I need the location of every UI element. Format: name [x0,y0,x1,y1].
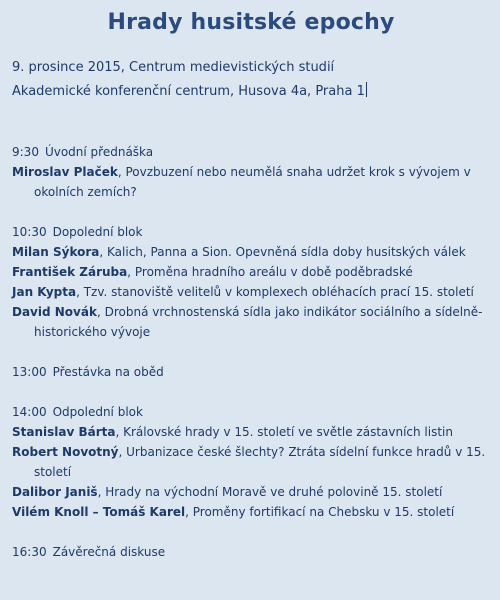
session-time: 14:00 [12,405,47,419]
session-label: Úvodní přednáška [44,145,154,159]
talk-title: Tzv. stanoviště velitelů v komplexech obléhacích prací 15. století [83,285,474,299]
talk-title: Proměny fortifikací na Chebsku v 15. století [192,505,455,519]
session-time: 10:30 [12,225,47,239]
event-venue-text: Akademické konferenční centrum, Husova 4a, Praha 1 [12,84,365,99]
text-cursor [366,82,367,97]
talk-speaker: Vilém Knoll – Tomáš Karel [12,505,186,519]
session-label: Přestávka na oběd [52,365,164,379]
session-label: Závěrečná diskuse [52,545,166,559]
program-session [12,362,490,382]
session-heading [12,542,490,562]
talk-speaker: Dalibor Janiš [12,485,98,499]
program-session [12,142,490,202]
session-label: Dopolední blok [52,225,143,239]
event-date-line: 9. prosince 2015, Centrum medievistických studií [12,60,335,75]
talk-title: Hrady na východní Moravě ve druhé polovině 15. století [105,485,443,499]
talk-speaker: Stanislav Bárta [12,425,116,439]
program-sessions [12,142,490,562]
talk-title: Drobná vrchnostenská sídla jako indikátor sociálního a sídelně-historického vývoje [34,305,483,339]
talk-speaker: David Novák [12,305,97,319]
talk-title: Královské hrady v 15. století ve světle zástavních listin [123,425,453,439]
talk-item: Dalibor Janiš, Hrady na východní Moravě ve druhé polovině 15. století [12,485,443,499]
session-time: 16:30 [12,545,47,559]
talk-item: Milan Sýkora, Kalich, Panna a Sion. Opevněná sídla doby husitských válek [12,245,466,259]
session-heading [12,142,490,162]
session-heading [12,222,490,242]
talk-item: David Novák, Drobná vrchnostenská sídla jako indikátor sociálního a sídelně-historického vývoje [12,305,483,339]
talk-speaker: František Záruba [12,265,128,279]
talk-item: Stanislav Bárta, Královské hrady v 15. století ve světle zástavních listin [12,425,453,439]
event-venue-line [12,80,490,104]
talk-item: František Záruba, Proměna hradního areálu v době poděbradské [12,265,413,279]
talk-item: Vilém Knoll – Tomáš Karel, Proměny fortifikací na Chebsku v 15. století [12,505,455,519]
program-session [12,542,490,562]
talk-item: Robert Novotný, Urbanizace české šlechty? Ztráta sídelní funkce hradů v 15. století [12,445,486,479]
session-time: 9:30 [12,145,39,159]
talk-speaker: Jan Kypta [12,285,77,299]
program-session [12,402,490,522]
talk-speaker: Robert Novotný [12,445,119,459]
talk-item: Miroslav Plaček, Povzbuzení nebo neumělá snaha udržet krok s vývojem v okolních zemích? [12,165,471,199]
talk-title: Urbanizace české šlechty? Ztráta sídelní funkce hradů v 15. století [34,445,486,479]
talk-speaker: Miroslav Plaček [12,165,118,179]
talk-title: Proměna hradního areálu v době poděbradské [134,265,413,279]
event-info [12,56,490,104]
talk-item: Jan Kypta, Tzv. stanoviště velitelů v komplexech obléhacích prací 15. století [12,285,474,299]
session-label: Odpolední blok [52,405,143,419]
page-title: Hrady husitské epochy [107,10,395,35]
session-heading [12,362,490,382]
talk-title: Kalich, Panna a Sion. Opevněná sídla doby husitských válek [107,245,466,259]
session-heading [12,402,490,422]
session-time: 13:00 [12,365,47,379]
program-session [12,222,490,342]
talk-title: Povzbuzení nebo neumělá snaha udržet krok s vývojem v okolních zemích? [34,165,471,199]
talk-speaker: Milan Sýkora [12,245,100,259]
